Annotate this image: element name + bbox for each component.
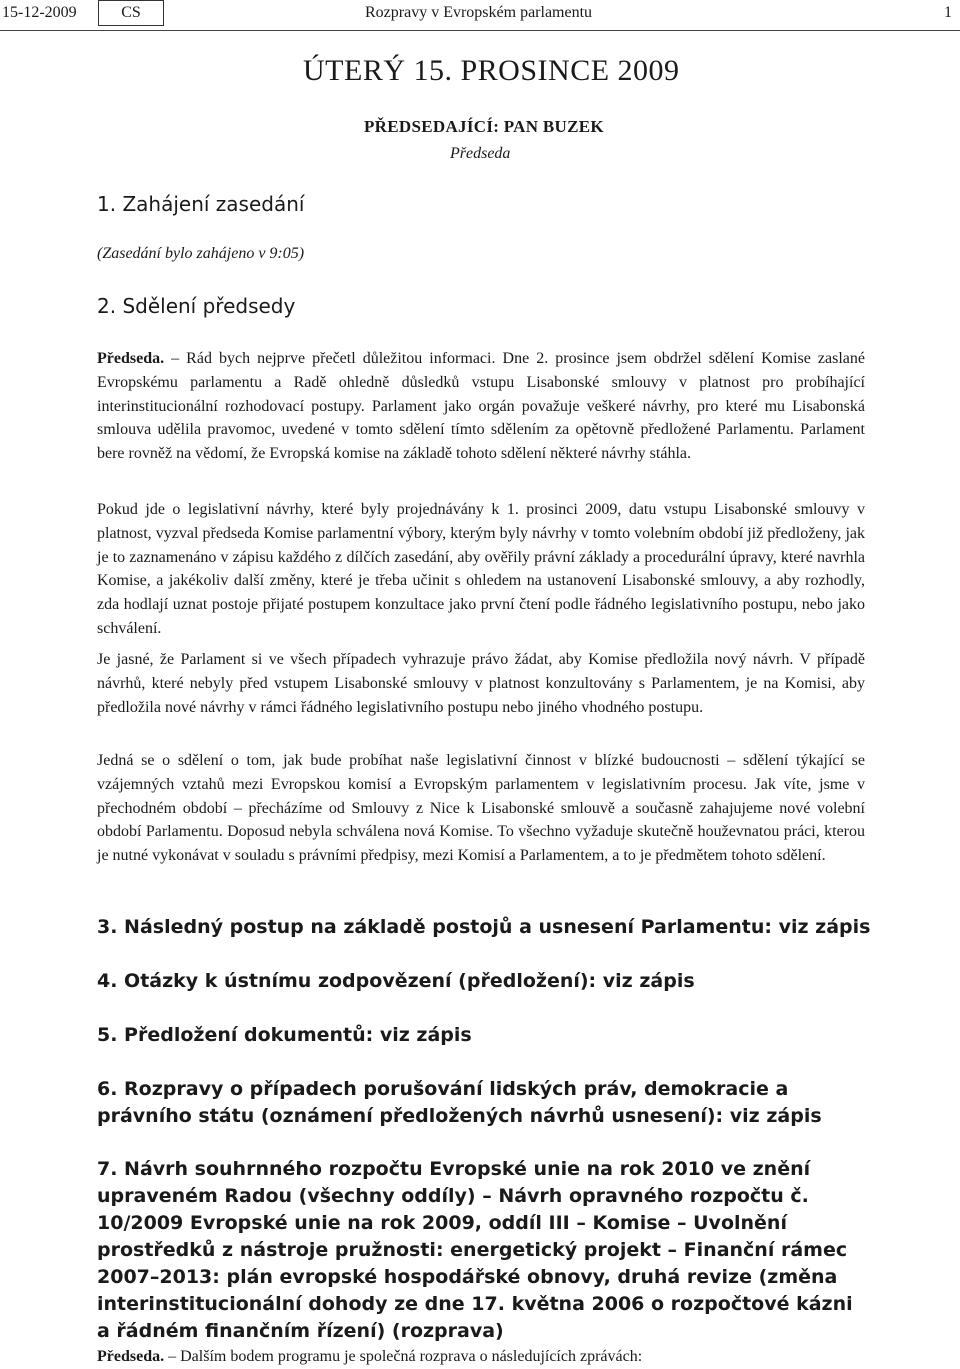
paragraph-2: Pokud jde o legislativní návrhy, které byly projednávány k 1. prosinci 2009, datu vstupu Lisabonské smlouvy v platnost, vyzval předseda Komise parlamentní výbory, kterým byly návrhy v tomto volebním období již předloženy, jak je to zaznamenáno v zápisu každého z dílčích zasedání, aby ověřily právní základy a procedurální úpravy, které navrhla Komise, a jakékoliv další změny, které je třeba učinit s ohledem na ustanovení Lisabonské smlouvy, a aby rozhodly, zda hodlají uznat postoje přijaté postupem konzultace jako první čtení podle řádného legislativního postupu, nebo jako schválení. — [97, 501, 865, 637]
presiding-officer: PŘEDSEDAJÍCÍ: PAN BUZEK — [364, 117, 604, 136]
page-header — [0, 0, 960, 31]
header-date: 15-12-2009 — [2, 4, 77, 21]
presiding-role: Předseda — [450, 145, 511, 162]
section-heading-5: 5. Předložení dokumentů: viz zápis — [97, 1024, 472, 1046]
header-title: Rozpravy v Evropském parlamentu — [365, 4, 593, 21]
paragraph-1-text: – Rád bych nejprve přečetl důležitou informaci. Dne 2. prosince jsem obdržel sdělení Komise zaslané Evropskému parlamentu a Radě ohledně důsledků vstupu Lisabonské smlouvy v platnost pro probíhající interinstitucionální rozhodovací postupy. Parlament jako orgán považuje veškeré návrhy, pro které mu Lisabonská smlouva udělila pravomoc, uvedené v tomto sdělení tímto sdělením za opětovně předložené Parlamentu. Parlament bere rovněž na vědomí, že Evropská komise na základě tohoto sdělení některé návrhy stáhla. — [97, 350, 865, 463]
section-heading-2: 2. Sdělení předsedy — [97, 294, 296, 318]
paragraph-4: Jedná se o sdělení o tom, jak bude probíhat naše legislativní činnost v blízké budoucnosti – sdělení týkající se vzájemných vztahů mezi Evropskou komisí a Evropským parlamentem v legislativním procesu. Jak víte, jsme v přechodném období – přecházíme od Smlouvy z Nice k Lisabonské smlouvě a současně zahajujeme nové volební období Parlamentu. Doposud nebyla schválena nová Komise. To všechno vyžaduje skutečně houževnatou práci, kterou je nutné vykonávat v souladu s právními předpisy, mezi Komisí a Parlamentem, a to je předmětem tohoto sdělení. — [97, 752, 865, 865]
paragraph-1 — [97, 347, 865, 466]
speaker-label: Předseda. — [97, 1348, 165, 1365]
section-heading-3: 3. Následný postup na základě postojů a usnesení Parlamentu: viz zápis — [97, 916, 871, 938]
section-heading-4: 4. Otázky k ústnímu zodpovězení (předložení): viz zápis — [97, 970, 695, 992]
section-heading-6: 6. Rozpravy o případech porušování lidských práv, demokracie a právního státu (oznámení předložených návrhů usnesení): viz zápis — [97, 1078, 822, 1127]
opening-note: (Zasedání bylo zahájeno v 9:05) — [97, 245, 305, 262]
speaker-label: Předseda. — [97, 350, 165, 367]
paragraph-5 — [97, 1345, 865, 1369]
section-heading-7: 7. Návrh souhrnného rozpočtu Evropské unie na rok 2010 ve znění upraveném Radou (všechny oddíly) – Návrh opravného rozpočtu č. 10/2009 Evropské unie na rok 2009, oddíl III – Komise – Uvolnění prostředků z nástroje pružnosti: energetický projekt – Finanční rámec 2007–2013: plán evropské hospodářské obnovy, druhá revize (změna interinstitucionální dohody ze dne 17. května 2006 o rozpočtové kázni a řádném finančním řízení) (rozprava) — [97, 1158, 853, 1342]
paragraph-3: Je jasné, že Parlament si ve všech případech vyhrazuje právo žádat, aby Komise předložila nový návrh. V případě návrhů, které nebyly před vstupem Lisabonské smlouvy v platnost konzultovány s Parlamentem, je na Komisi, aby předložila nové návrhy v rámci řádného legislativního postupu nebo jiného vhodného postupu. — [97, 651, 865, 716]
language-badge: CS — [98, 0, 164, 26]
session-date: ÚTERÝ 15. PROSINCE 2009 — [303, 54, 680, 87]
page-number: 1 — [944, 4, 952, 21]
section-heading-1: 1. Zahájení zasedání — [97, 192, 305, 216]
paragraph-5-text: – Dalším bodem programu je společná rozprava o následujících zprávách: — [164, 1348, 643, 1365]
